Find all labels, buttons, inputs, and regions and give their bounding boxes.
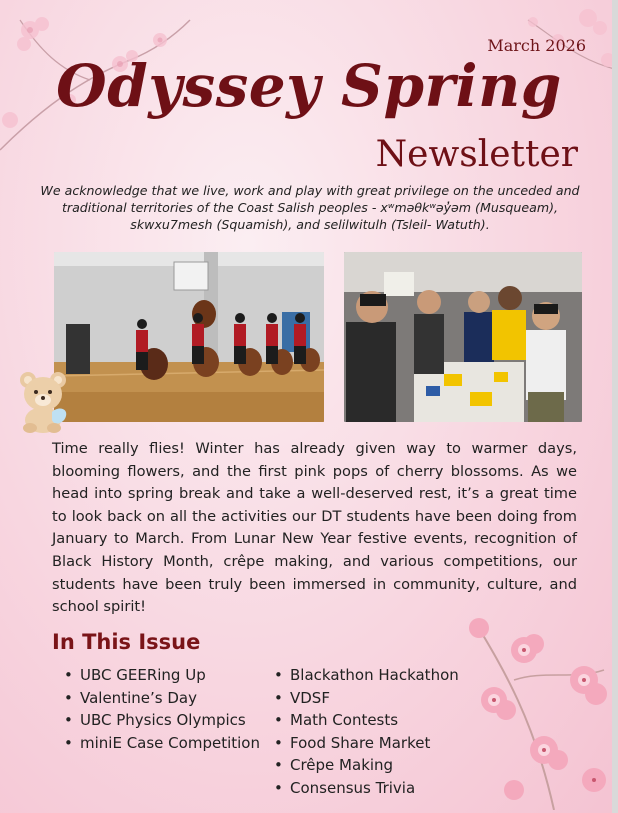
list-item: • UBC GEERing Up	[64, 664, 264, 687]
page-edge	[612, 0, 618, 813]
issue-list-column-1	[64, 664, 264, 754]
intro-paragraph: Time really flies! Winter has already given way to warmer days, blooming flowers, and the first pink pops of cherry blossoms. As we head into spring break and take a well-deserved rest, it’s a great time to look back on all the activities our DT students have been doing from January to March. From Lunar New Year festive events, recognition of Black History Month, crêpe making, and various competitions, our students have been truly been immersed in community, culture, and school spirit!	[52, 440, 577, 616]
students-group-photo	[344, 252, 582, 422]
in-this-issue-heading: In This Issue	[52, 630, 201, 654]
list-item: • Blackathon Hackathon	[274, 664, 474, 687]
list-item: • UBC Physics Olympics	[64, 709, 264, 732]
list-item: • Consensus Trivia	[274, 777, 474, 800]
newsletter-subtitle: Newsletter	[375, 134, 578, 175]
newsletter-date: March 2026	[487, 36, 586, 55]
list-item: • Food Share Market	[274, 732, 474, 755]
list-item: • VDSF	[274, 687, 474, 710]
list-item: • Crêpe Making	[274, 754, 474, 777]
list-item: • Valentine’s Day	[64, 687, 264, 710]
issue-list-column-2	[274, 664, 474, 800]
teddy-bear-illustration	[14, 368, 76, 434]
newsletter-title: Odyssey Spring	[56, 52, 562, 120]
list-item: • Math Contests	[274, 709, 474, 732]
list-item: • miniE Case Competition	[64, 732, 264, 755]
cherry-blossom-cluster-bottom-right	[454, 610, 614, 810]
taiko-drum-performance-photo	[54, 252, 324, 422]
land-acknowledgement: We acknowledge that we live, work and play with great privilege on the unceded and traditional territories of the Coast Salish peoples - xʷməθkʷəy̓əm (Musqueam), skwxu7mesh (Squamish), and selilwitulh (Tsleil- Watuth).	[40, 183, 580, 232]
